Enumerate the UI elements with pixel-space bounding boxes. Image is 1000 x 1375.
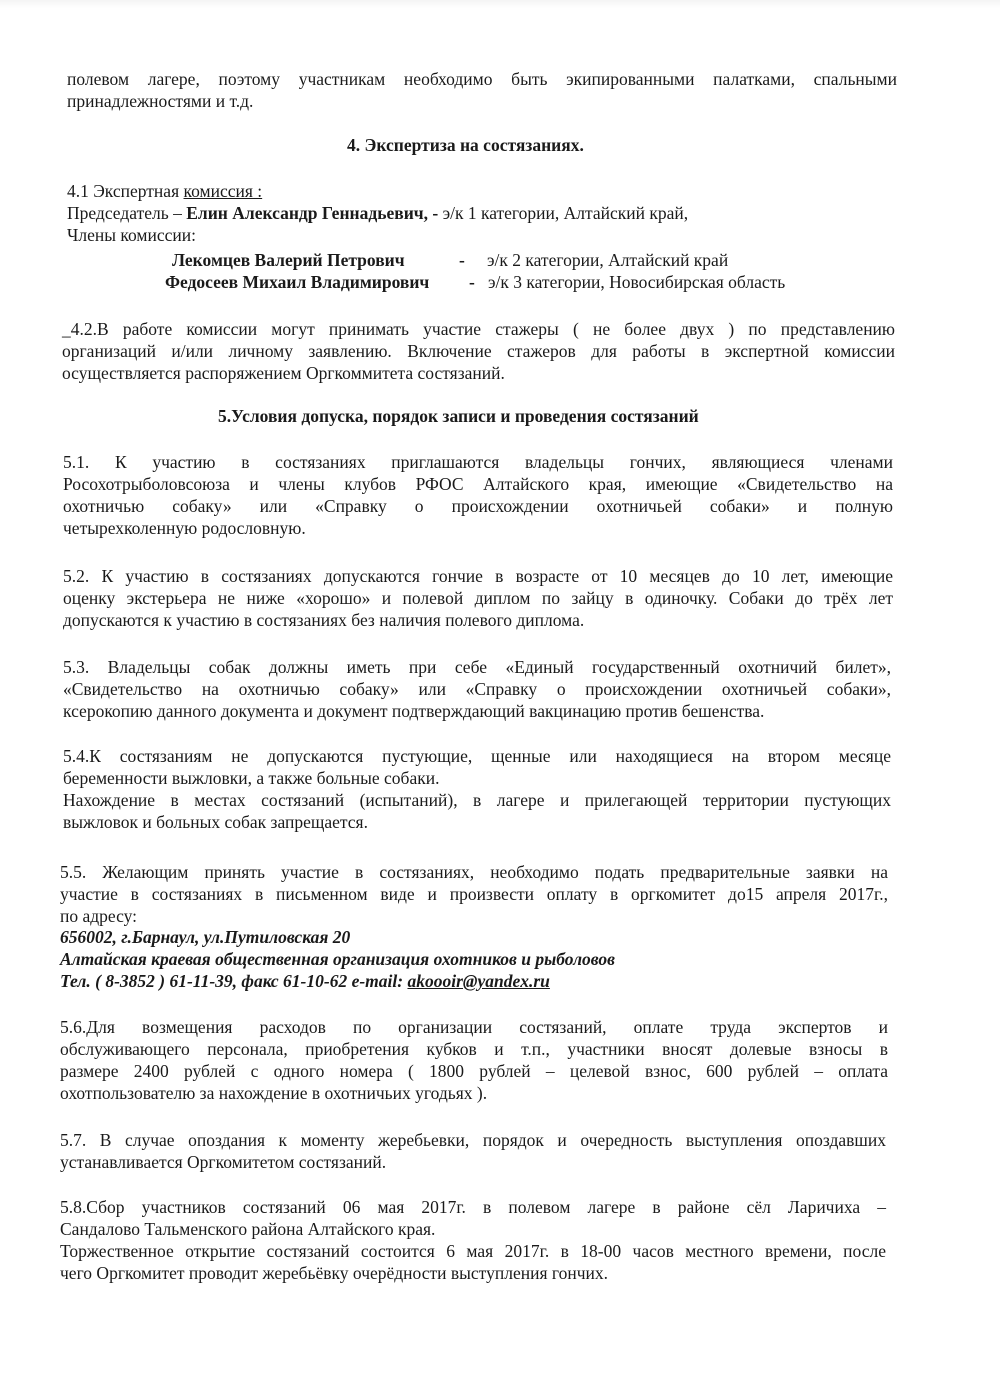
member-2: Федосеев Михаил Владимирович - э/к 3 категории, Новосибирская область: [165, 272, 786, 292]
organization-line: Алтайская краевая общественная организация охотников и рыболовов: [60, 949, 615, 969]
member-1-name: Лекомцев Валерий Петрович: [172, 250, 405, 270]
member-2-name: Федосеев Михаил Владимирович: [165, 272, 430, 292]
intro-line-2: принадлежностями и т.д.: [67, 91, 254, 111]
paragraph-5-8: 5.8.Сбор участников состязаний 06 мая 2017г. в полевом лагере в районе сёл Ларичиха – Сандалово Тальменского района Алтайского края. Торжественное открытие состязаний состоится 6 мая 2017г. в 18-00 часов местного времени, после чего Оргкомитет проводит жеребьёвку очерёдности выступления гончих.: [60, 1197, 886, 1283]
paragraph-5-4: 5.4.К состязаниям не допускаются пустующие, щенные или находящиеся на втором месяце беременности выжловки, а также больные собаки. Нахождение в местах состязаний (испытаний), в лагере и прилегающей территории пустующих выжловок и больных собак запрещается.: [63, 746, 891, 832]
paragraph-4-2: _4.2.В работе комиссии могут принимать участие стажеры ( не более двух ) по представлению организаций и/или личному заявлению. Включение стажеров для работы в экспертной комиссии осуществляется распоряжением Оргкоммитета состязаний.: [62, 319, 895, 383]
paragraph-5-6: 5.6.Для возмещения расходов по организации состязаний, оплате труда экспертов и обслуживающего персонала, приобретения кубков и т.п., участники вносят долевые взносы в размере 2400 рублей с одного номера ( 1800 рублей – целевой взнос, 600 рублей – оплата охотпользователю за нахождение в охотничьих угодьях ).: [60, 1017, 888, 1103]
section-5-title: 5.Условия допуска, порядок записи и проведения состязаний: [218, 406, 699, 426]
email-link[interactable]: akoooir@yandex.ru: [407, 971, 550, 991]
paragraph-5-3: 5.3. Владельцы собак должны иметь при себе «Единый государственный охотничий билет», «Свидетельство на охотничью собаку» или «Справку о происхождении охотничьей собаки», ксерокопию данного документа и документ подтверждающий вакцинацию против бешенства.: [63, 657, 891, 721]
intro-paragraph: [67, 68, 897, 112]
contacts-line: Тел. ( 8-3852 ) 61-11-39, факс 61-10-62 e-mail: akoooir@yandex.ru: [60, 971, 550, 991]
paragraph-5-7: 5.7. В случае опоздания к моменту жеребьевки, порядок и очередность выступления опоздавших устанавливается Оргкомитетом состязаний.: [60, 1130, 886, 1172]
commission-heading: 4.1 Экспертная комиссия :: [67, 181, 263, 201]
paragraph-5-2: 5.2. К участию в состязаниях допускаются гончие в возрасте от 10 месяцев до 10 лет, имеющие оценку экстерьера не ниже «хорошо» и полевой диплом по зайцу в одиночку. Собаки до трёх лет допускаются к участию в состязаниях без наличия полевого диплома.: [63, 566, 893, 630]
scan-edge: [0, 0, 1000, 8]
chairman-name: Елин Александр Геннадьевич, -: [186, 203, 443, 223]
address-line: 656002, г.Барнаул, ул.Путиловская 20: [60, 927, 351, 947]
paragraph-5-1: 5.1. К участию в состязаниях приглашаются владельцы гончих, являющиеся членами Росохотрыболовсоюза и члены клубов РФОС Алтайского края, имеющие «Свидетельство на охотничью собаку» или «Справку о происхождении охотничьей собаки» и полную четырехколенную родословную.: [63, 452, 893, 538]
paragraph-4-1: [67, 180, 907, 246]
member-1: Лекомцев Валерий Петрович - э/к 2 категории, Алтайский край: [172, 250, 729, 270]
paragraph-5-5: 5.5. Желающим принять участие в состязаниях, необходимо подать предварительные заявки на участие в состязаниях в письменном виде и произвести оплату в оргкомитет до15 апреля 2017г., по адресу:: [60, 862, 888, 926]
address-block: [60, 926, 860, 992]
chairman-line: Председатель – Елин Александр Геннадьевич, - э/к 1 категории, Алтайский край,: [67, 203, 689, 223]
intro-line-1: полевом лагере, поэтому участникам необходимо быть экипированными палатками, спальными: [67, 69, 897, 89]
members-label: Члены комиссии:: [67, 225, 196, 245]
section-4-title: 4. Экспертиза на состязаниях.: [347, 135, 584, 155]
